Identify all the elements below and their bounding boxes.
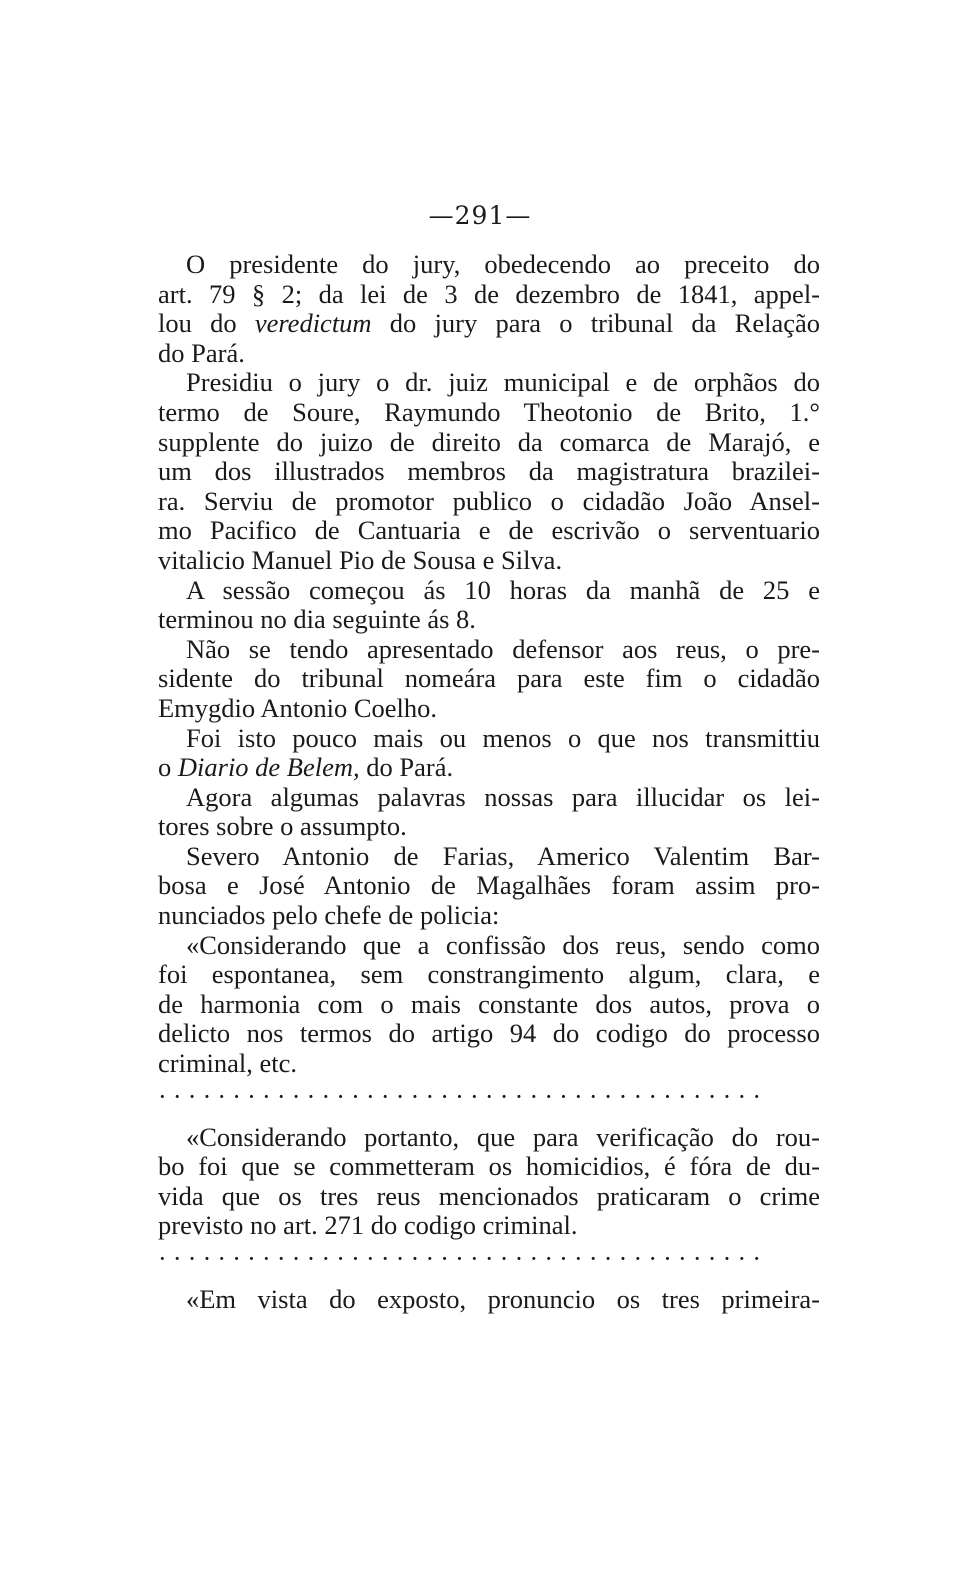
text-line: Agora algumas palavras nossas para illucidar os lei- xyxy=(186,782,820,812)
text-line: O presidente do jury, obedecendo ao preceito do xyxy=(186,250,820,279)
text-line: sidente do tribunal nomeára para este fim o cidadão xyxy=(158,664,820,694)
text-line: mo Pacifico de Cantuaria e de escrivão o serventuario xyxy=(158,516,820,546)
text-line: Não se tendo apresentado defensor aos reus, o pre- xyxy=(186,634,820,664)
text-line xyxy=(158,309,820,339)
text-line: delicto nos termos do artigo 94 do codigo do processo xyxy=(158,1019,820,1049)
text-fragment: do Pará. xyxy=(359,753,454,783)
text-line: «Considerando portanto, que para verificação do rou- xyxy=(186,1122,820,1152)
text-line: um dos illustrados membros da magistratura brazilei- xyxy=(158,457,820,487)
ellipsis-row: ········································· xyxy=(158,1081,768,1111)
text-line: vida que os tres reus mencionados praticaram o crime xyxy=(158,1181,820,1211)
text-line: A sessão começou ás 10 horas da manhã de 25 e xyxy=(186,575,820,605)
text-line: criminal, etc. xyxy=(158,1049,298,1079)
text-fragment: o xyxy=(158,753,178,783)
text-line: bo foi que se commetteram os homicidios, é fóra de du- xyxy=(158,1152,820,1182)
text-line: previsto no art. 271 do codigo criminal. xyxy=(158,1211,578,1241)
text-line: foi espontanea, sem constrangimento algum, clara, e xyxy=(158,960,820,990)
text-line: nunciados pelo chefe de policia: xyxy=(158,901,500,931)
text-line: bosa e José Antonio de Magalhães foram assim pro- xyxy=(158,871,820,901)
text-line: tores sobre o assumpto. xyxy=(158,812,407,842)
text-fragment: do jury para o tribunal da Relação xyxy=(371,309,820,339)
text-line: vitalicio Manuel Pio de Sousa e Silva. xyxy=(158,545,563,575)
text-fragment: lou do xyxy=(158,309,255,339)
text-line: ra. Serviu de promotor publico o cidadão João Ansel- xyxy=(158,486,820,516)
text-line: art. 79 § 2; da lei de 3 de dezembro de 1841, appel- xyxy=(158,279,820,309)
text-line: termo de Soure, Raymundo Theotonio de Brito, 1.° xyxy=(158,397,820,427)
text-line: Foi isto pouco mais ou menos o que nos transmittiu xyxy=(186,723,820,753)
text-line: supplente do juizo de direito da comarca de Marajó, e xyxy=(158,427,820,457)
body-text xyxy=(158,250,820,1315)
text-line: «Considerando que a confissão dos reus, sendo como xyxy=(186,930,820,960)
text-line: «Em vista do exposto, pronuncio os tres primeira- xyxy=(186,1285,820,1314)
italic-title: Diario de Belem, xyxy=(177,753,360,783)
text-line: terminou no dia seguinte ás 8. xyxy=(158,605,476,635)
ellipsis-row: ········································· xyxy=(158,1244,768,1273)
page-number: —291— xyxy=(428,201,532,230)
italic-term: veredictum xyxy=(254,309,372,339)
text-line: Presidiu o jury o dr. juiz municipal e de orphãos do xyxy=(186,368,820,398)
text-line: do Pará. xyxy=(158,338,245,368)
text-line: de harmonia com o mais constante dos autos, prova o xyxy=(158,989,820,1019)
text-line: Severo Antonio de Farias, Americo Valentim Bar- xyxy=(186,841,820,871)
text-line: Emygdio Antonio Coelho. xyxy=(158,693,437,723)
text-line xyxy=(158,753,820,783)
